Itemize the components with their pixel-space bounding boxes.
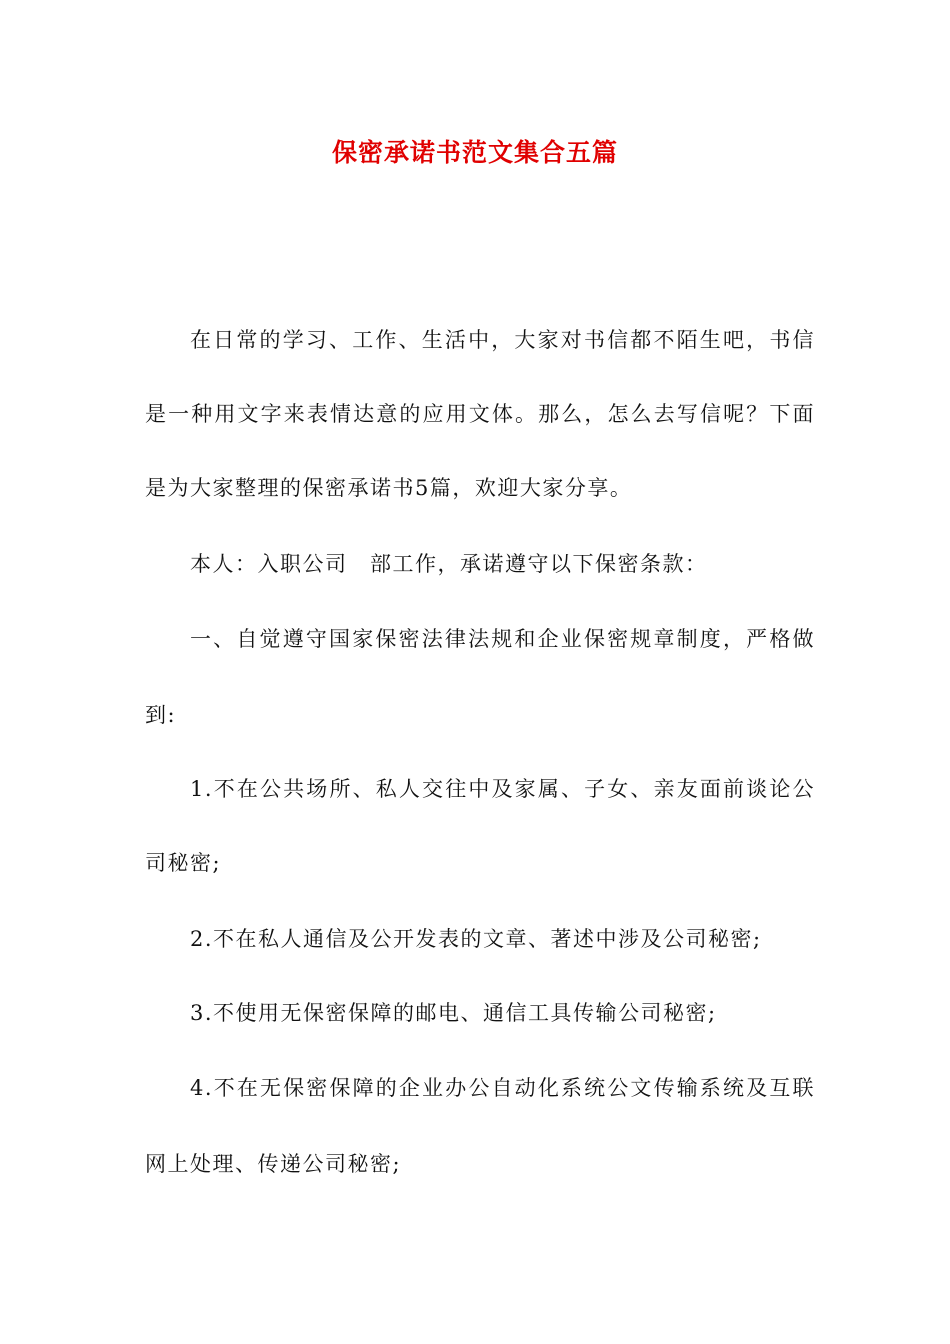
- document-title: 保密承诺书范文集合五篇: [331, 138, 618, 167]
- clause-one-line-2: 到:: [145, 703, 177, 727]
- item-1-line-1: 1.不在公共场所、私人交往中及家属、子女、亲友面前谈论公: [190, 777, 815, 801]
- item-4-line-1: 4.不在无保密保障的企业办公自动化系统公文传输系统及互联: [190, 1076, 815, 1100]
- item-2: 2.不在私人通信及公开发表的文章、著述中涉及公司秘密;: [190, 927, 762, 951]
- item-4-line-2: 网上处理、传递公司秘密;: [145, 1152, 402, 1176]
- paragraph-intro-line-3: 是为大家整理的保密承诺书5篇，欢迎大家分享。: [145, 476, 633, 500]
- item-1-line-2: 司秘密;: [145, 851, 222, 875]
- item-3: 3.不使用无保密保障的邮电、通信工具传输公司秘密;: [190, 1001, 717, 1025]
- paragraph-intro-line-2: 是一种用文字来表情达意的应用文体。那么，怎么去写信呢？下面: [145, 402, 815, 426]
- paragraph-intro-line-1: 在日常的学习、工作、生活中，大家对书信都不陌生吧，书信: [190, 328, 815, 352]
- clause-one-line-1: 一、自觉遵守国家保密法律法规和企业保密规章制度，严格做: [190, 627, 815, 651]
- paragraph-pledge-opening: 本人：入职公司 部工作，承诺遵守以下保密条款：: [190, 552, 708, 576]
